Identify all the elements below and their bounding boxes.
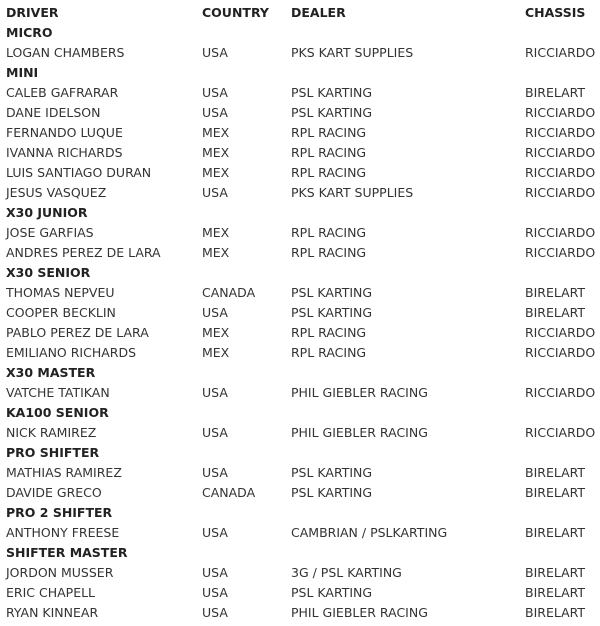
driver-name: ANDRES PEREZ DE LARA [6, 245, 161, 260]
driver-dealer: PSL KARTING [291, 305, 373, 320]
table-row [0, 183, 600, 203]
driver-dealer: PKS KART SUPPLIES [291, 185, 414, 200]
class-heading-row [0, 23, 600, 43]
driver-dealer: PHIL GIEBLER RACING [291, 385, 428, 400]
driver-country: MEX [202, 125, 230, 140]
driver-chassis: RICCIARDO [525, 345, 596, 360]
driver-name: NICK RAMIREZ [6, 425, 97, 440]
table-row [0, 103, 600, 123]
table-row [0, 143, 600, 163]
table-row [0, 483, 600, 503]
driver-name: DAVIDE GRECO [6, 485, 102, 500]
driver-dealer: CAMBRIAN / PSLKARTING [291, 525, 448, 540]
driver-name: THOMAS NEPVEU [6, 285, 115, 300]
driver-chassis: BIRELART [525, 465, 586, 480]
table-row [0, 83, 600, 103]
class-heading-row [0, 363, 600, 383]
table-row [0, 383, 600, 403]
class-heading: MICRO [6, 25, 53, 40]
driver-dealer: RPL RACING [291, 225, 367, 240]
driver-country: CANADA [202, 285, 256, 300]
driver-chassis: BIRELART [525, 285, 586, 300]
driver-chassis: RICCIARDO [525, 425, 596, 440]
driver-dealer: PHIL GIEBLER RACING [291, 605, 428, 620]
driver-name: PABLO PEREZ DE LARA [6, 325, 149, 340]
driver-country: USA [202, 465, 228, 480]
driver-country: USA [202, 565, 228, 580]
driver-dealer: PSL KARTING [291, 105, 373, 120]
driver-dealer: PKS KART SUPPLIES [291, 45, 414, 60]
driver-country: USA [202, 305, 228, 320]
driver-country: USA [202, 85, 228, 100]
class-heading: X30 JUNIOR [6, 205, 88, 220]
driver-chassis: RICCIARDO [525, 105, 596, 120]
table-row [0, 43, 600, 63]
driver-name: EMILIANO RICHARDS [6, 345, 137, 360]
class-heading-row [0, 503, 600, 523]
table-row [0, 343, 600, 363]
driver-country: USA [202, 525, 228, 540]
table-row [0, 583, 600, 603]
driver-chassis: BIRELART [525, 485, 586, 500]
table-header-row [0, 3, 600, 23]
driver-country: USA [202, 185, 228, 200]
driver-dealer: PSL KARTING [291, 285, 373, 300]
driver-dealer: RPL RACING [291, 145, 367, 160]
driver-chassis: RICCIARDO [525, 45, 596, 60]
table-row [0, 523, 600, 543]
driver-chassis: BIRELART [525, 85, 586, 100]
driver-chassis: RICCIARDO [525, 185, 596, 200]
driver-chassis: BIRELART [525, 565, 586, 580]
driver-name: VATCHE TATIKAN [6, 385, 110, 400]
table-row [0, 423, 600, 443]
driver-chassis: RICCIARDO [525, 125, 596, 140]
table-row [0, 323, 600, 343]
driver-name: IVANNA RICHARDS [6, 145, 123, 160]
class-heading: X30 SENIOR [6, 265, 91, 280]
driver-country: USA [202, 385, 228, 400]
driver-country: USA [202, 45, 228, 60]
class-heading: SHIFTER MASTER [6, 545, 128, 560]
driver-country: USA [202, 605, 228, 620]
table-row [0, 243, 600, 263]
class-heading-row [0, 263, 600, 283]
driver-country: MEX [202, 225, 230, 240]
class-heading-row [0, 63, 600, 83]
driver-name: JOSE GARFIAS [6, 225, 94, 240]
driver-name: MATHIAS RAMIREZ [6, 465, 122, 480]
driver-dealer: PSL KARTING [291, 465, 373, 480]
driver-country: MEX [202, 165, 230, 180]
driver-country: MEX [202, 345, 230, 360]
driver-chassis: BIRELART [525, 585, 586, 600]
driver-name: LOGAN CHAMBERS [6, 45, 125, 60]
class-heading-row [0, 543, 600, 563]
class-heading: PRO 2 SHIFTER [6, 505, 113, 520]
driver-chassis: RICCIARDO [525, 145, 596, 160]
table-row [0, 303, 600, 323]
driver-dealer: 3G / PSL KARTING [291, 565, 402, 580]
table-row [0, 283, 600, 303]
driver-chassis: RICCIARDO [525, 225, 596, 240]
table-row [0, 223, 600, 243]
table-row [0, 563, 600, 583]
column-header-dealer: DEALER [291, 5, 346, 20]
driver-country: MEX [202, 145, 230, 160]
driver-chassis: RICCIARDO [525, 385, 596, 400]
class-heading-row [0, 443, 600, 463]
driver-dealer: PSL KARTING [291, 85, 373, 100]
driver-dealer: RPL RACING [291, 325, 367, 340]
class-heading: X30 MASTER [6, 365, 96, 380]
driver-chassis: BIRELART [525, 605, 586, 620]
driver-dealer: PSL KARTING [291, 485, 373, 500]
driver-name: ERIC CHAPELL [6, 585, 96, 600]
class-heading: MINI [6, 65, 39, 80]
class-heading-row [0, 403, 600, 423]
class-heading: PRO SHIFTER [6, 445, 100, 460]
driver-name: LUIS SANTIAGO DURAN [6, 165, 152, 180]
driver-country: CANADA [202, 485, 256, 500]
driver-name: CALEB GAFRARAR [6, 85, 119, 100]
driver-dealer: RPL RACING [291, 125, 367, 140]
driver-name: JESUS VASQUEZ [6, 185, 107, 200]
driver-chassis: RICCIARDO [525, 325, 596, 340]
table-row [0, 603, 600, 623]
table-row [0, 123, 600, 143]
driver-name: FERNANDO LUQUE [6, 125, 123, 140]
column-header-driver: DRIVER [6, 5, 59, 20]
class-heading-row [0, 203, 600, 223]
driver-country: MEX [202, 245, 230, 260]
driver-dealer: RPL RACING [291, 345, 367, 360]
table-row [0, 463, 600, 483]
driver-country: USA [202, 585, 228, 600]
driver-chassis: RICCIARDO [525, 245, 596, 260]
driver-name: COOPER BECKLIN [6, 305, 116, 320]
driver-country: MEX [202, 325, 230, 340]
driver-name: RYAN KINNEAR [6, 605, 99, 620]
driver-dealer: RPL RACING [291, 165, 367, 180]
driver-dealer: PHIL GIEBLER RACING [291, 425, 428, 440]
driver-name: DANE IDELSON [6, 105, 101, 120]
driver-country: USA [202, 425, 228, 440]
driver-country: USA [202, 105, 228, 120]
driver-dealer: RPL RACING [291, 245, 367, 260]
table-row [0, 163, 600, 183]
driver-chassis: BIRELART [525, 305, 586, 320]
table-body [0, 23, 600, 623]
driver-name: JORDON MUSSER [6, 565, 114, 580]
column-header-chassis: CHASSIS [525, 5, 586, 20]
driver-name: ANTHONY FREESE [6, 525, 120, 540]
class-heading: KA100 SENIOR [6, 405, 109, 420]
driver-chassis: BIRELART [525, 525, 586, 540]
driver-chassis: RICCIARDO [525, 165, 596, 180]
column-header-country: COUNTRY [202, 5, 269, 20]
driver-dealer: PSL KARTING [291, 585, 373, 600]
